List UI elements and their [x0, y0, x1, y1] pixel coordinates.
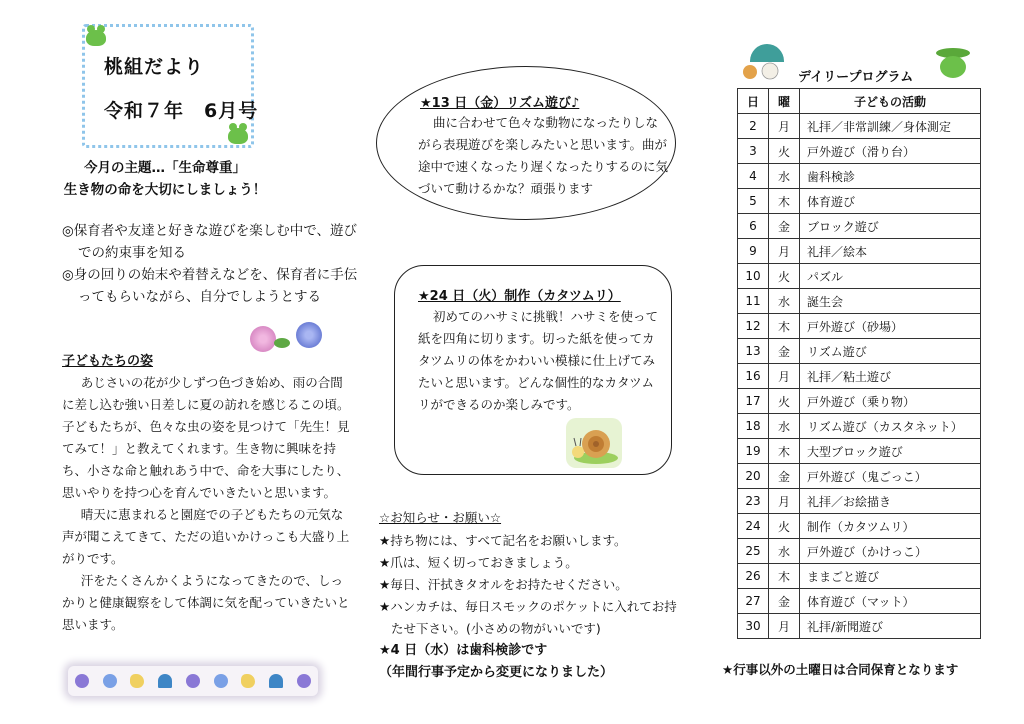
day-cell: 27 [738, 589, 769, 614]
notices-heading: ☆お知らせ・お願い☆ [379, 510, 502, 525]
table-row [738, 414, 981, 439]
notice-item: ★持ち物には、すべて記名をお願いします。 [379, 533, 627, 548]
table-row [738, 314, 981, 339]
activity-cell: 戸外遊び（砂場） [800, 314, 981, 339]
weekday-cell: 月 [769, 239, 800, 264]
saturday-note: ★行事以外の土曜日は合同保育となります [722, 662, 959, 677]
table-row [738, 389, 981, 414]
activity-cell: 戸外遊び（乗り物） [800, 389, 981, 414]
weekday-cell: 木 [769, 439, 800, 464]
activity-cell: 体育遊び（マット） [800, 589, 981, 614]
day-cell: 25 [738, 539, 769, 564]
hydrangea-icon [214, 674, 228, 688]
day-cell: 5 [738, 189, 769, 214]
weekday-cell: 水 [769, 539, 800, 564]
activity-cell: 礼拝/新聞遊び [800, 614, 981, 639]
kids-paragraph: 晴天に恵まれると園庭での子どもたちの元気な声が聞こえてきて、ただの追いかけっこも大盛り上がりです。 [62, 507, 350, 566]
table-row [738, 589, 981, 614]
umbrella-icon [269, 674, 283, 688]
decorative-border [68, 666, 318, 696]
activity-cell: 歯科検診 [800, 164, 981, 189]
day-cell: 11 [738, 289, 769, 314]
goal-item: ◎身の回りの始末や着替えなどを、保育者に手伝ってもらいながら、自分でしようとする [62, 267, 358, 305]
frog-icon [940, 56, 966, 78]
hydrangea-icon [75, 674, 89, 688]
table-row [738, 239, 981, 264]
daily-program-table [737, 88, 981, 639]
table-row [738, 489, 981, 514]
rhythm-text: 曲に合わせて色々な動物になったりしながら表現遊びを楽しみたいと思います。曲が途中で速くなったり遅くなったりするのに気づいて動けるかな？頑張ります [418, 115, 669, 196]
newsletter-issue: 令和７年 6月号 [104, 100, 259, 122]
snail-icon [130, 674, 144, 688]
kids-section-heading: 子どもたちの姿 [62, 354, 154, 369]
table-row [738, 164, 981, 189]
important-notice-note: （年間行事予定から変更になりました） [379, 665, 614, 680]
activity-cell: パズル [800, 264, 981, 289]
activity-cell: 誕生会 [800, 289, 981, 314]
table-row [738, 289, 981, 314]
umbrella-icon [158, 674, 172, 688]
notice-item: ★毎日、汗拭きタオルをお持たせください。 [379, 577, 628, 592]
weekday-cell: 金 [769, 464, 800, 489]
rhythm-heading: ★13 日（金）リズム遊び♪ [420, 96, 580, 111]
newsletter-title: 桃組だより [104, 56, 205, 78]
weekday-cell: 木 [769, 564, 800, 589]
monthly-theme: 今月の主題…「生命尊重」 [84, 160, 246, 176]
activity-cell: リズム遊び [800, 339, 981, 364]
umbrella-icon [750, 44, 784, 62]
hydrangea-icon [103, 674, 117, 688]
column-header-weekday: 曜 [769, 89, 800, 114]
day-cell: 30 [738, 614, 769, 639]
notice-item: ★ハンカチは、毎日スモックのポケットに入れてお持たせ下さい。(小さめの物がいいです) [379, 599, 677, 636]
weekday-cell: 火 [769, 514, 800, 539]
day-cell: 9 [738, 239, 769, 264]
day-cell: 23 [738, 489, 769, 514]
table-row [738, 339, 981, 364]
weekday-cell: 月 [769, 614, 800, 639]
weekday-cell: 火 [769, 264, 800, 289]
notice-item: ★爪は、短く切っておきましょう。 [379, 555, 578, 570]
day-cell: 12 [738, 314, 769, 339]
day-cell: 6 [738, 214, 769, 239]
day-cell: 16 [738, 364, 769, 389]
table-row [738, 439, 981, 464]
table-row [738, 214, 981, 239]
activity-cell: 礼拝／非常訓練／身体測定 [800, 114, 981, 139]
activity-cell: 戸外遊び（かけっこ） [800, 539, 981, 564]
day-cell: 3 [738, 139, 769, 164]
day-cell: 10 [738, 264, 769, 289]
weekday-cell: 木 [769, 189, 800, 214]
day-cell: 13 [738, 339, 769, 364]
craft-text: 初めてのハサミに挑戦！ハサミを使って紙を四角に切ります。切った紙を使ってカタツムリの体をかわいい模様に仕上げてみたいと思います。どんな個性的なカタツムリができるのか楽しみです。 [418, 309, 659, 412]
notices-list [379, 530, 679, 684]
activity-cell: 制作（カタツムリ） [800, 514, 981, 539]
craft-heading: ★24 日（火）制作（カタツムリ） [418, 289, 621, 304]
table-row [738, 139, 981, 164]
monthly-theme-subtitle: 生き物の命を大切にしましょう！ [63, 182, 267, 198]
activity-cell: 大型ブロック遊び [800, 439, 981, 464]
kids-section-body [62, 372, 352, 636]
activity-cell: 戸外遊び（鬼ごっこ） [800, 464, 981, 489]
table-row [738, 189, 981, 214]
table-row [738, 539, 981, 564]
weekday-cell: 水 [769, 164, 800, 189]
day-cell: 26 [738, 564, 769, 589]
table-row [738, 364, 981, 389]
snail-icon [740, 62, 790, 80]
kids-paragraph: 汗をたくさんかくようになってきたので、しっかりと健康観察をして体調に気を配っていきたいと思います。 [62, 573, 350, 632]
kids-paragraph: あじさいの花が少しずつ色づき始め、雨の合間に差し込む強い日差しに夏の訪れを感じるこの頃。子どもたちが、色々な虫の姿を見つけて「先生！見てみて！」と教えてくれます。生き物に興味を持ち、小さな命と触れあう中で、命を大事にしたり、思いやりを持つ心を育んでいきたいと思います。 [62, 375, 350, 500]
weekday-cell: 金 [769, 589, 800, 614]
frog-icon [86, 30, 106, 46]
snail-icon [566, 418, 622, 468]
hydrangea-icon [244, 322, 334, 354]
rhythm-body [418, 112, 670, 200]
goal-item: ◎保育者や友達と好きな遊びを楽しむ中で、遊びでの約束事を知る [62, 223, 358, 261]
weekday-cell: 月 [769, 489, 800, 514]
day-cell: 24 [738, 514, 769, 539]
day-cell: 19 [738, 439, 769, 464]
day-cell: 20 [738, 464, 769, 489]
column-header-day: 日 [738, 89, 769, 114]
title-frame [82, 24, 254, 148]
table-row [738, 264, 981, 289]
hydrangea-icon [186, 674, 200, 688]
table-row [738, 114, 981, 139]
activity-cell: 礼拝／お絵描き [800, 489, 981, 514]
activity-cell: 礼拝／絵本 [800, 239, 981, 264]
table-row [738, 614, 981, 639]
important-notice: ★4 日（水）は歯科検診です [379, 643, 548, 658]
table-row [738, 464, 981, 489]
activity-cell: 体育遊び [800, 189, 981, 214]
weekday-cell: 月 [769, 364, 800, 389]
craft-body [418, 306, 666, 416]
day-cell: 17 [738, 389, 769, 414]
activity-cell: 礼拝／粘土遊び [800, 364, 981, 389]
weekday-cell: 金 [769, 339, 800, 364]
weekday-cell: 月 [769, 114, 800, 139]
table-row [738, 564, 981, 589]
snail-icon [241, 674, 255, 688]
day-cell: 2 [738, 114, 769, 139]
monthly-goals [62, 220, 362, 308]
hydrangea-icon [297, 674, 311, 688]
weekday-cell: 火 [769, 139, 800, 164]
weekday-cell: 火 [769, 389, 800, 414]
weekday-cell: 水 [769, 414, 800, 439]
column-header-activity: 子どもの活動 [800, 89, 981, 114]
frog-icon [228, 128, 248, 144]
weekday-cell: 木 [769, 314, 800, 339]
activity-cell: リズム遊び（カスタネット） [800, 414, 981, 439]
activity-cell: ブロック遊び [800, 214, 981, 239]
table-row [738, 514, 981, 539]
day-cell: 18 [738, 414, 769, 439]
daily-program-title: デイリープログラム [798, 70, 914, 85]
table-header-row [738, 89, 981, 114]
weekday-cell: 水 [769, 289, 800, 314]
day-cell: 4 [738, 164, 769, 189]
weekday-cell: 金 [769, 214, 800, 239]
activity-cell: 戸外遊び（滑り台） [800, 139, 981, 164]
activity-cell: ままごと遊び [800, 564, 981, 589]
